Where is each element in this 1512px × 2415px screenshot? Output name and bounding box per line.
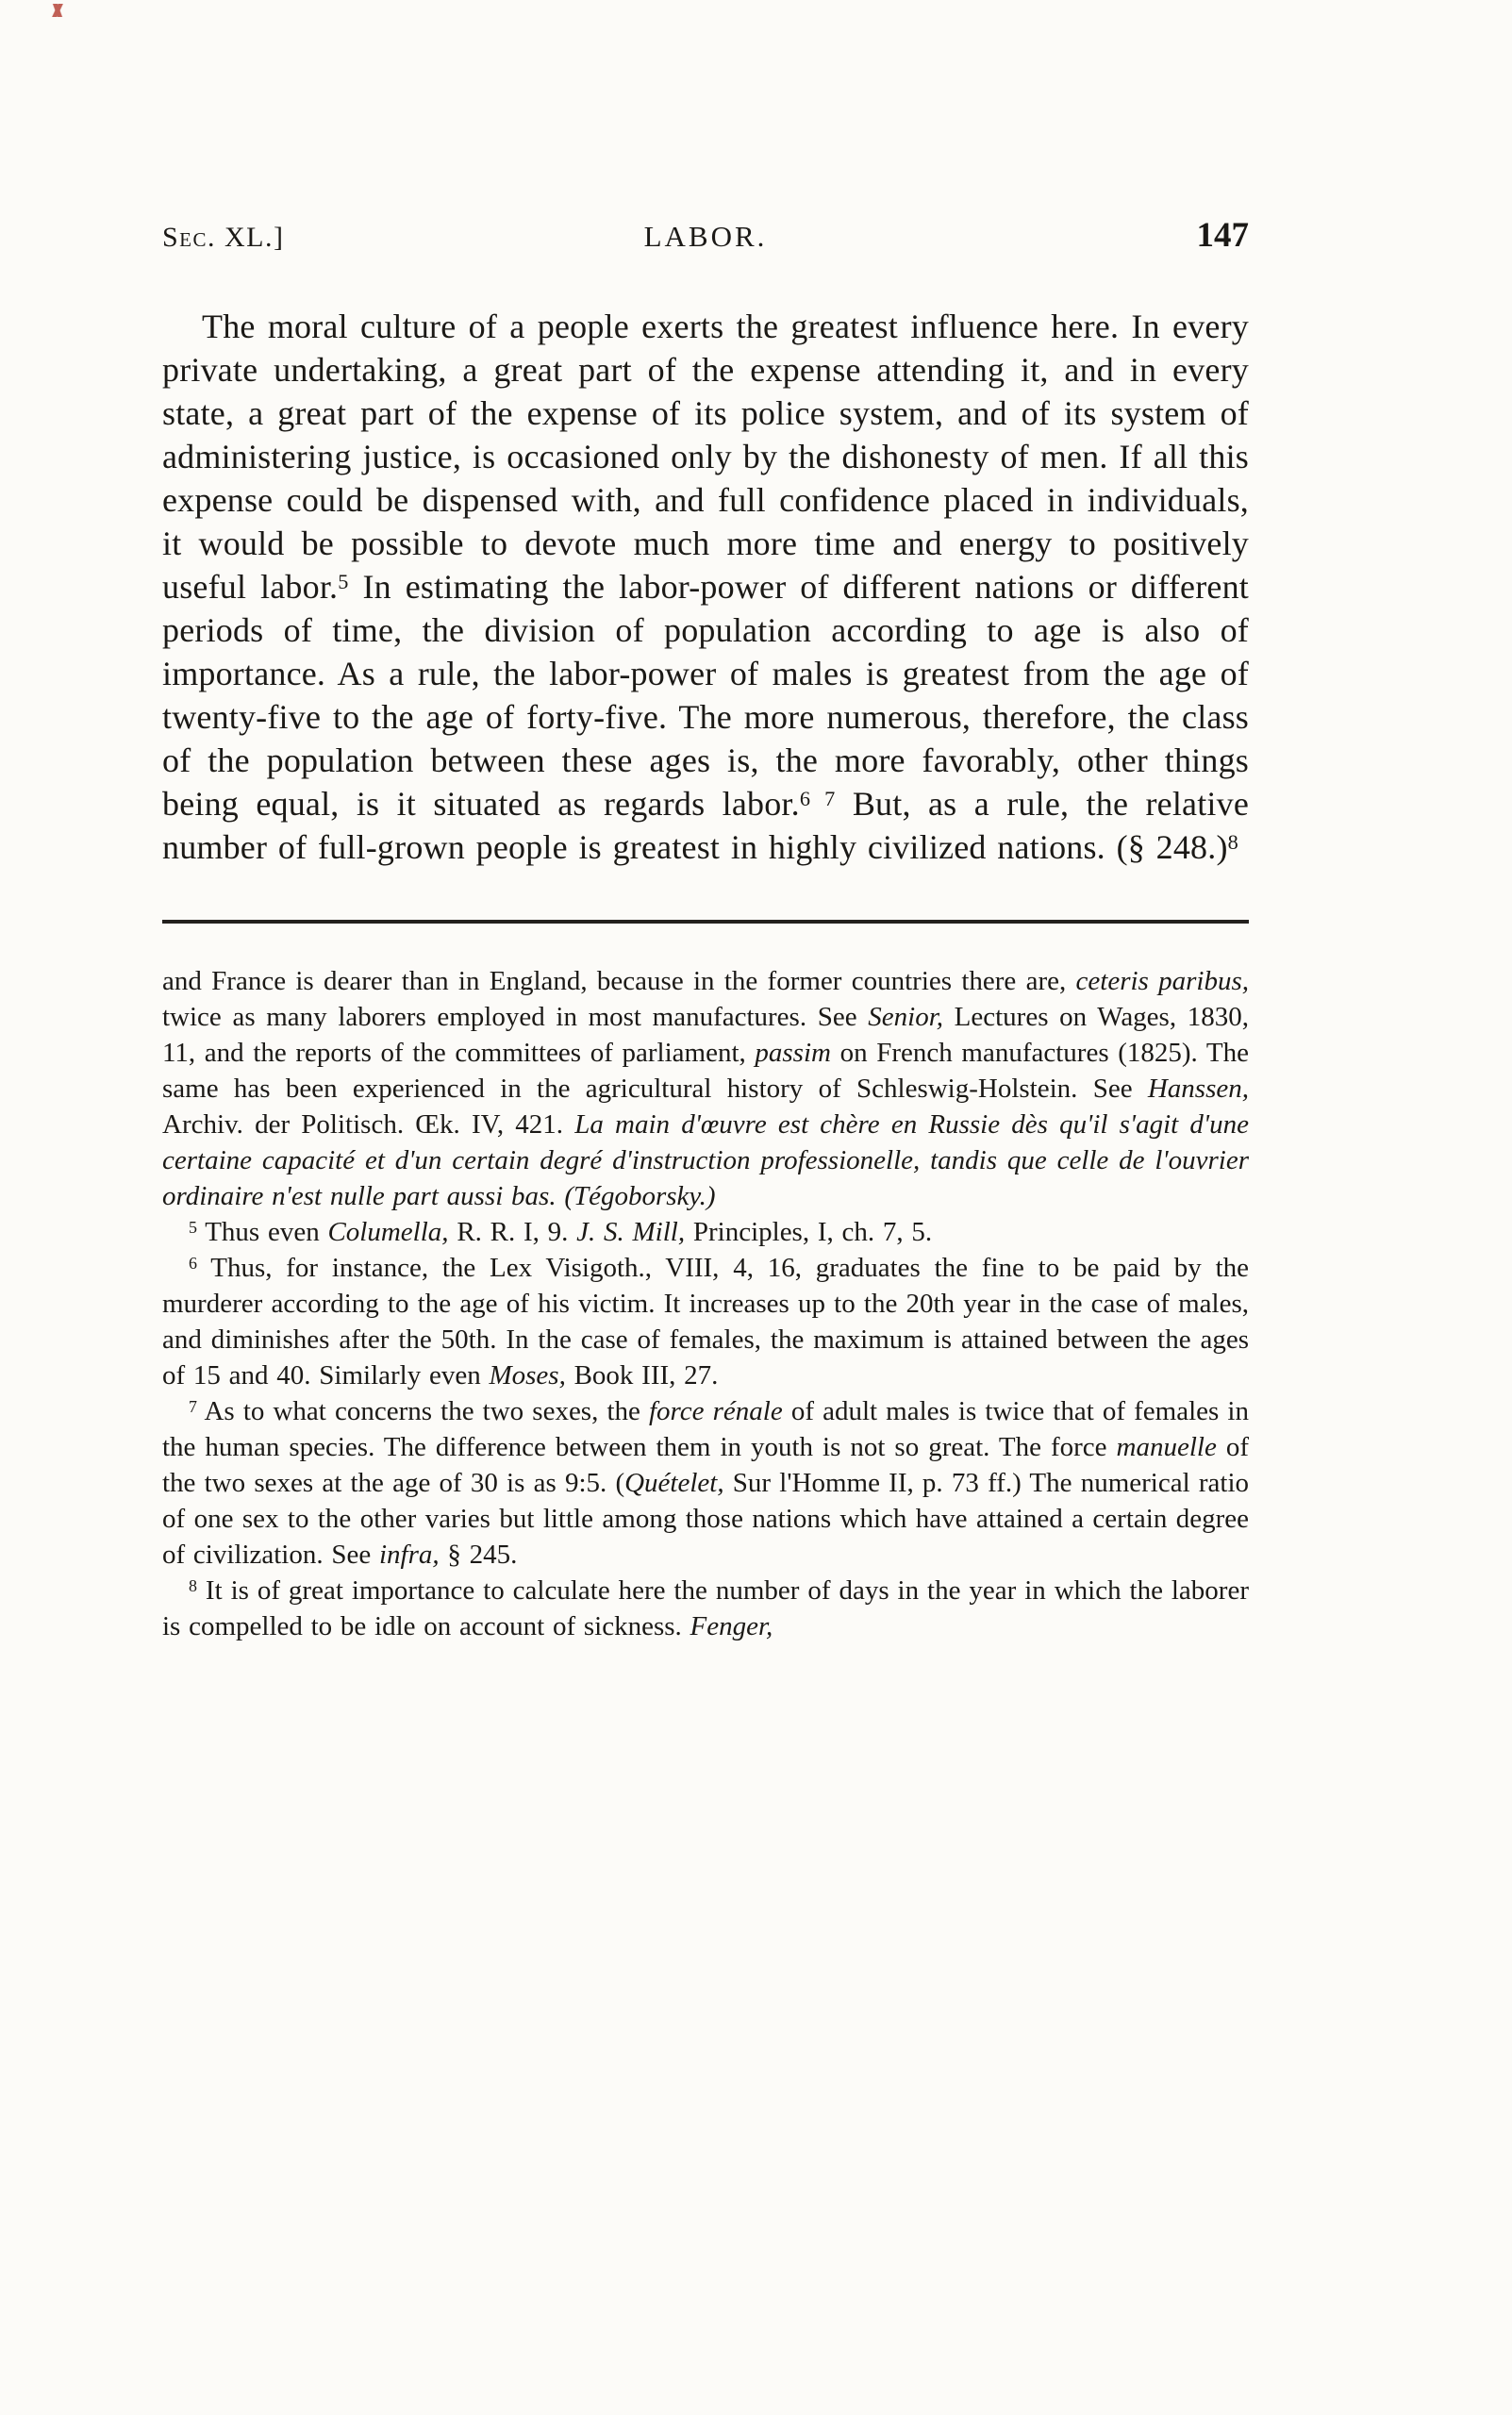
text-segment: § 245. — [439, 1540, 518, 1570]
text-segment: and France is dearer than in England, because in the former countries there are, — [162, 966, 1076, 996]
text-segment: on French manufactures (1825). The same has been experienced in the agricultural history of Schleswig-Holstein. See — [162, 1038, 1249, 1104]
page-number: 147 — [1196, 216, 1249, 255]
text-column — [162, 215, 1249, 1644]
footnote-6 — [162, 1250, 1249, 1393]
text-segment: Moses, — [489, 1360, 566, 1391]
text-segment: of the two sexes at the age of 30 is as 9:5. ( — [162, 1432, 1249, 1498]
text-segment: J. S. Mill, — [576, 1217, 686, 1247]
text-segment: Lectures on Wages, 1830, 11, and the reports of the committees of parliament, — [162, 1002, 1249, 1068]
section-label: Sec. XL.] — [162, 222, 285, 253]
text-segment: force rénale — [649, 1396, 783, 1426]
text-segment: In estimating the labor-power of different nations or different periods of time, the division of population according to age is also of importance. As a rule, the labor-power of males is greatest from the age of twenty-five to the age of forty-five. The more numerous, therefore, the class of the population between these ages is, the more favorably, other things being equal, is it situated as regards labor. — [162, 568, 1250, 823]
text-segment: It is of great importance to calculate here the number of days in the year in which the laborer is compelled to be idle on account of sickness. — [162, 1575, 1249, 1641]
footnote-reference: 6 7 — [799, 786, 836, 810]
text-segment: Book III, 27. — [565, 1360, 719, 1391]
body-paragraph — [162, 305, 1249, 869]
text-segment: Principles, I, ch. 7, 5. — [685, 1217, 933, 1247]
text-segment: Hanssen, — [1147, 1074, 1249, 1104]
footnote-reference: 8 — [1227, 829, 1239, 854]
text-segment: passim — [755, 1038, 831, 1068]
text-segment: Senior, — [868, 1002, 944, 1032]
footnotes-section — [162, 963, 1249, 1644]
text-segment: Fenger, — [690, 1611, 773, 1641]
text-segment: Thus, for instance, the Lex Visigoth., VIII, 4, 16, graduates the fine to be paid by the murderer according to the age of his victim. It increases up to the 20th year in the case of males, and diminishes after the 50th. In the case of females, the maximum is attained between the ages of 15 and 40. Similarly even — [162, 1253, 1249, 1391]
text-segment: La main d'œuvre est chère en Russie dès qu'il s'agit d'une certaine capacité et d'un certain degré d'instruction professionelle, tandis que celle de l'ouvrier ordinaire n'est nulle part aussi bas. (Tégoborsky.) — [162, 1109, 1249, 1211]
text-segment: But, as a rule, the relative number of full-grown people is greatest in highly civilized nations. (§ 248.) — [162, 785, 1249, 866]
running-header — [162, 215, 1249, 256]
text-segment: As to what concerns the two sexes, the — [196, 1396, 649, 1426]
footnote-reference: 5 — [338, 569, 349, 593]
page-title: LABOR. — [643, 220, 768, 253]
text-segment: Archiv. der Politisch. Œk. IV, 421. — [162, 1109, 575, 1140]
footnote-separator — [162, 920, 1249, 924]
footnote-8 — [162, 1573, 1249, 1644]
footnote-reference: 6 — [189, 1253, 197, 1273]
text-segment: twice as many laborers employed in most manufactures. See — [162, 1002, 869, 1032]
text-segment: Columella, — [327, 1217, 449, 1247]
text-segment: of adult males is twice that of females in the human species. The difference between them in youth is not so great. The force — [162, 1396, 1249, 1462]
scan-artifact — [36, 4, 79, 17]
footnote-reference: 5 — [189, 1217, 197, 1237]
footnote-reference: 8 — [189, 1575, 197, 1595]
text-segment: Thus even — [196, 1217, 328, 1247]
text-segment: Quételet, — [624, 1468, 724, 1498]
text-segment: R. R. I, 9. — [448, 1217, 577, 1247]
text-segment: manuelle — [1116, 1432, 1217, 1462]
footnote-reference: 7 — [189, 1396, 197, 1416]
footnote-7 — [162, 1393, 1249, 1573]
footnote-continuation — [162, 963, 1249, 1214]
text-segment: Sur l'Homme II, p. 73 ff.) The numerical ratio of one sex to the other varies but little among those nations which have attained a certain degree of civilization. See — [162, 1468, 1249, 1570]
text-segment: ceteris paribus, — [1075, 966, 1249, 996]
footnote-5 — [162, 1214, 1249, 1250]
text-segment: The moral culture of a people exerts the greatest influence here. In every private undertaking, a great part of the expense attending it, and in every state, a great part of the expense of its police system, and of its system of administering justice, is occasioned only by the dishonesty of men. If all this expense could be dispensed with, and full confidence placed in individuals, it would be possible to devote much more time and energy to positively useful labor. — [162, 308, 1249, 606]
text-segment: infra, — [379, 1540, 440, 1570]
